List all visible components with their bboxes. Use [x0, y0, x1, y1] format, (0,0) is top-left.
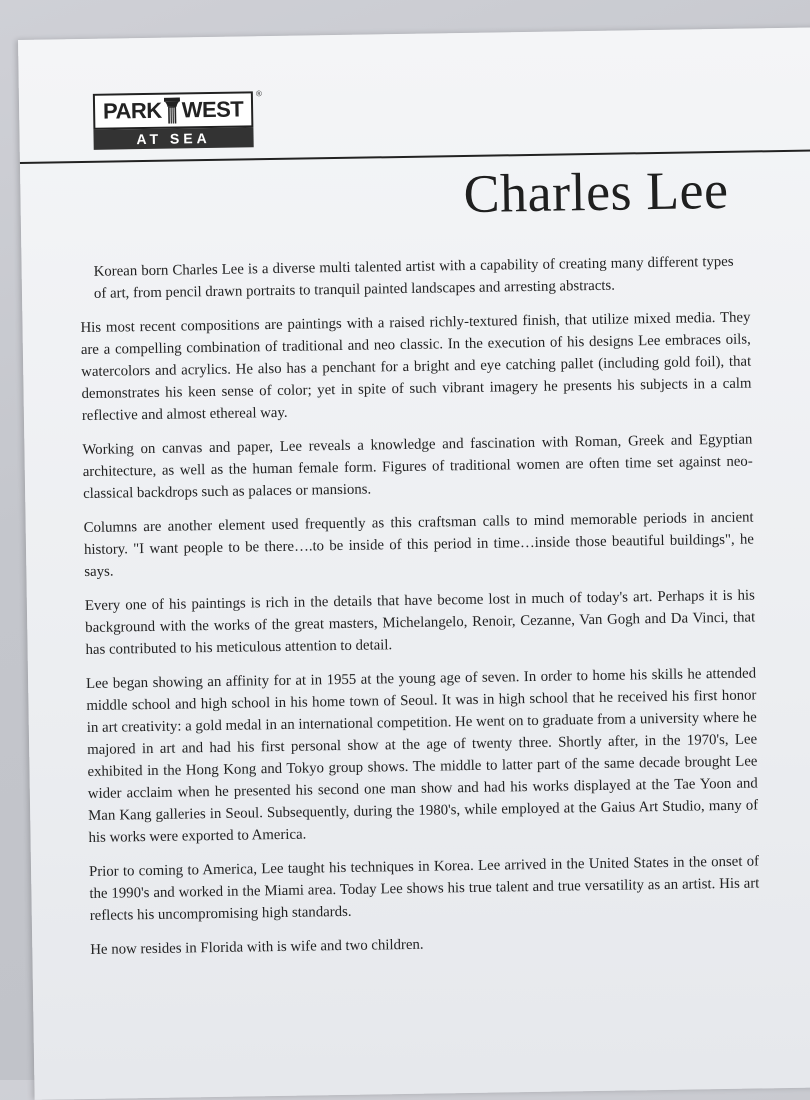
logo-tagline: AT SEA	[93, 127, 253, 150]
logo-text-west: WEST	[182, 96, 244, 123]
paragraph-residence: He now resides in Florida with is wife and two children.	[90, 928, 760, 961]
paragraph-compositions: His most recent compositions are paintings with a raised richly-textured finish, that utilize mixed media. They are a compelling combination of traditional and neo classic. In the execution of his designs Lee embraces oils, watercolors and acrylics. He also has a penchant for a bright and eye catching pallet (including gold foil), that demonstrates his keen sense of color; yet in spite of such vibrant imagery he presents his subjects in a calm reflective and almost ethereal way.	[80, 307, 752, 428]
logo-text-park: PARK	[103, 98, 162, 125]
column-icon	[164, 97, 180, 123]
park-west-logo	[93, 91, 254, 152]
paragraph-america: Prior to coming to America, Lee taught his techniques in Korea. Lee arrived in the United States in the onset of the 1990's and worked in the Miami area. Today Lee shows his true talent and true versatility as an artist. His art reflects his uncompromising high standards.	[89, 850, 760, 927]
paragraph-details: Every one of his paintings is rich in the details that have become lost in much of today's art. Perhaps it is his background with the works of the great masters, Michelangelo, Renoir, Cezanne, Van Gogh and Da Vinci, that has contributed to his meticulous attention to detail.	[85, 584, 756, 661]
biography-body	[79, 251, 760, 973]
page-title: Charles Lee	[463, 159, 729, 225]
paragraph-canvas: Working on canvas and paper, Lee reveals a knowledge and fascination with Roman, Greek and Egyptian architecture, as well as the human female form. Figures of traditional women are often time set against neo-classical backdrops such as palaces or mansions.	[82, 429, 753, 506]
registered-mark: ®	[256, 89, 262, 98]
paragraph-history: Lee began showing an affinity for at in 1955 at the young age of seven. In order to home his skills he attended middle school and high school in his home town of Seoul. It was in high school that he received his first honor in art creativity: a gold medal in an international competition. He went on to graduate from a university where he majored in art and had his first personal show at the age of twenty three. Shortly after, in the 1970's, Lee exhibited in the Hong Kong and Tokyo group shows. The middle to latter part of the same decade brought Lee wider acclaim when he presented his second one man show and had his works displayed at the Tae Yoon and Man Kang galleries in Seoul. Subsequently, during the 1980's, while employed at the Gaius Art Studio, many of his works were exported to America.	[86, 662, 759, 849]
paragraph-columns: Columns are another element used frequently as this craftsman calls to mind memorable periods in ancient history. "I want people to be there….to be inside of this period in time…inside those beautiful buildings", he says.	[84, 507, 755, 584]
paragraph-intro: Korean born Charles Lee is a diverse multi talented artist with a capability of creating many different types of art, from pencil drawn portraits to tranquil painted landscapes and arresting abstracts.	[79, 251, 734, 305]
document-page	[18, 27, 810, 1099]
